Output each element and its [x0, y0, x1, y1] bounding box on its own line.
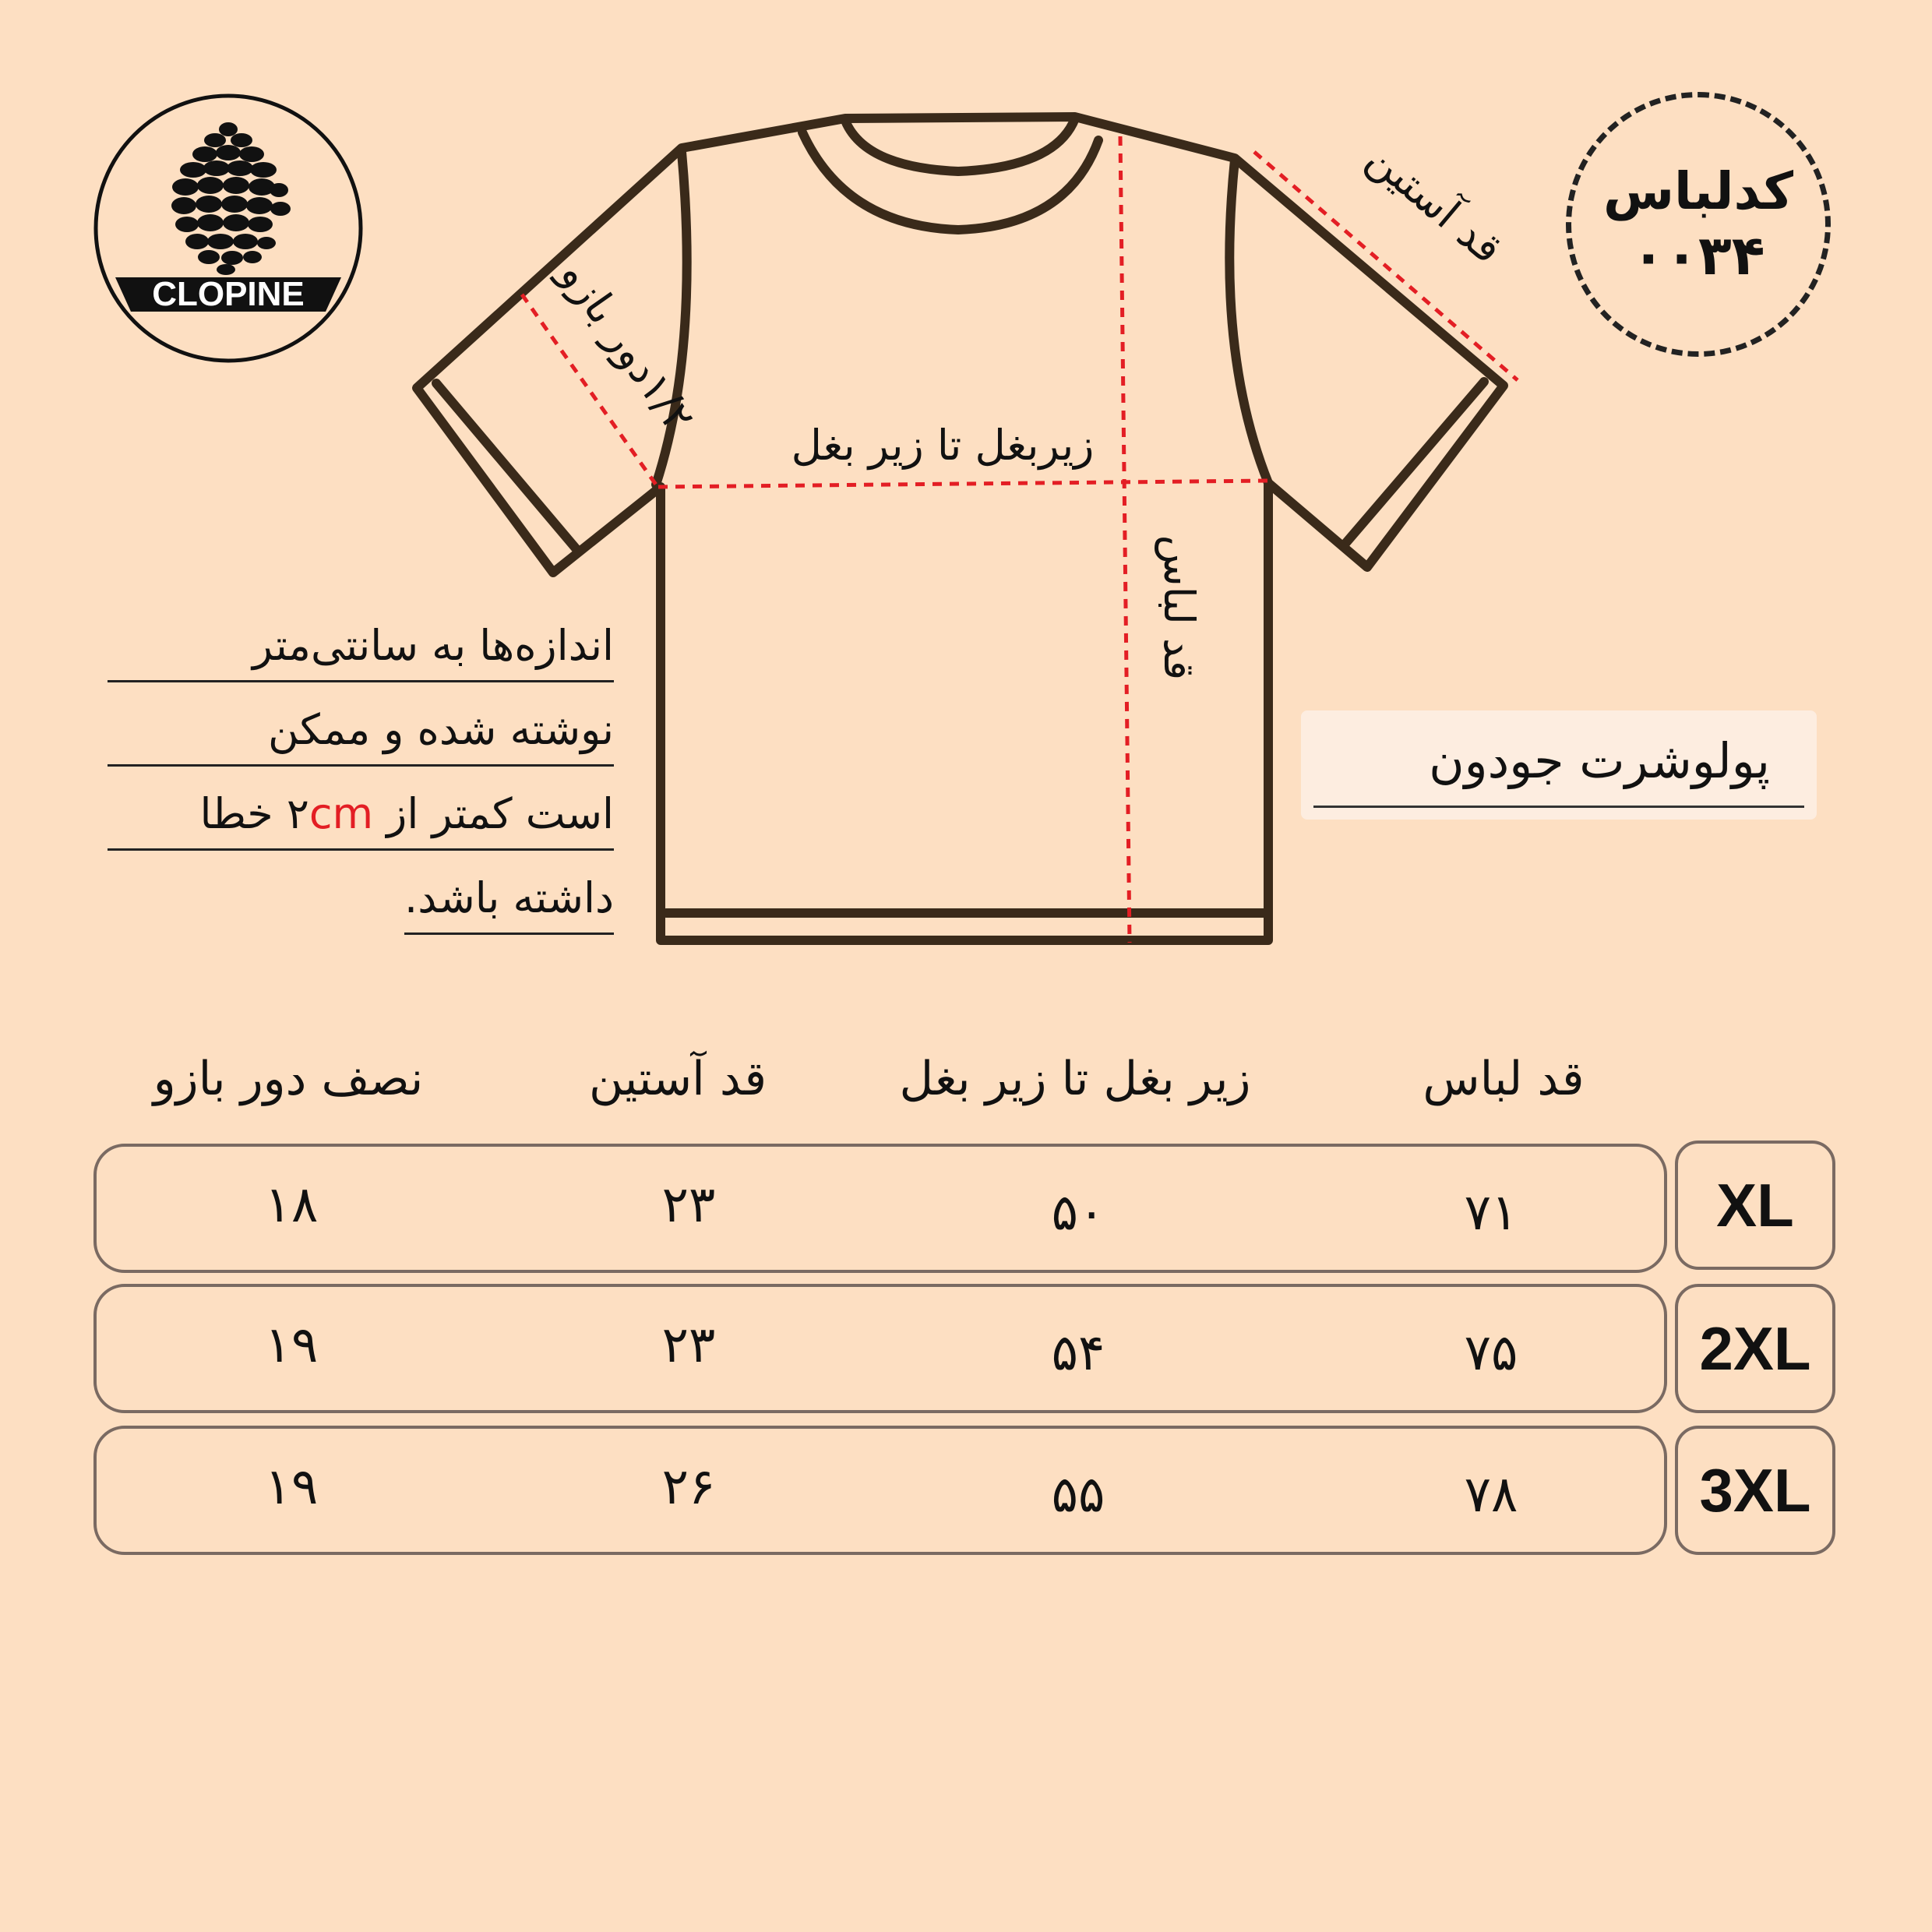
size-badge: 3XL	[1675, 1426, 1835, 1555]
cell-sleeve: ۲۳	[661, 1317, 716, 1374]
cell-length: ۷۱	[1464, 1184, 1518, 1242]
product-name-card	[1301, 710, 1817, 820]
header-length: قد لباس	[1423, 1052, 1585, 1106]
chest-line	[658, 481, 1268, 487]
size-badge: 2XL	[1675, 1284, 1835, 1413]
cell-chest: ۵۵	[1051, 1466, 1105, 1524]
size-badge: XL	[1675, 1141, 1835, 1270]
product-name: پولوشرت جودون	[1429, 732, 1770, 789]
note-line-1: اندازه‌ها به سانتی‌متر	[108, 615, 614, 682]
brand-name: CLOPINE	[152, 275, 305, 313]
body-length-label: قد لباس	[1155, 534, 1204, 681]
cell-sleeve: ۲۶	[661, 1458, 716, 1516]
measurement-notes	[108, 615, 614, 952]
cell-chest: ۵۴	[1051, 1324, 1105, 1382]
cm-unit: cm	[308, 789, 374, 838]
table-row	[93, 1426, 1667, 1555]
cell-half-arm: ۱۹	[264, 1317, 319, 1374]
table-row	[93, 1284, 1667, 1413]
header-half-arm: نصف دور بازو	[153, 1052, 424, 1106]
cell-sleeve: ۲۳	[661, 1176, 716, 1234]
table-row	[93, 1144, 1667, 1273]
code-label: کدلباس	[1602, 161, 1794, 222]
note-line-4: داشته باشد.	[404, 868, 614, 935]
cell-length: ۷۸	[1464, 1466, 1518, 1524]
header-chest: زیر بغل تا زیر بغل	[899, 1052, 1251, 1106]
cell-half-arm: ۱۸	[264, 1176, 319, 1234]
header-sleeve: قد آستین	[588, 1052, 767, 1106]
product-name-underline	[1313, 806, 1804, 808]
half-arm-label: ۱/۲دور بازو	[550, 251, 704, 442]
note-line-3: است کمتر از ۲cm خطا	[108, 784, 614, 851]
body-length-line	[1120, 136, 1130, 943]
cell-half-arm: ۱۹	[264, 1458, 319, 1516]
note-line-2: نوشته شده و ممکن	[108, 700, 614, 767]
chest-label: زیربغل تا زیر بغل	[791, 421, 1095, 470]
sleeve-length-label: قد آستین	[1358, 132, 1512, 273]
cell-length: ۷۵	[1464, 1324, 1518, 1382]
cell-chest: ۵۰	[1051, 1184, 1105, 1242]
code-number: ۰۰۳۴	[1631, 223, 1765, 287]
